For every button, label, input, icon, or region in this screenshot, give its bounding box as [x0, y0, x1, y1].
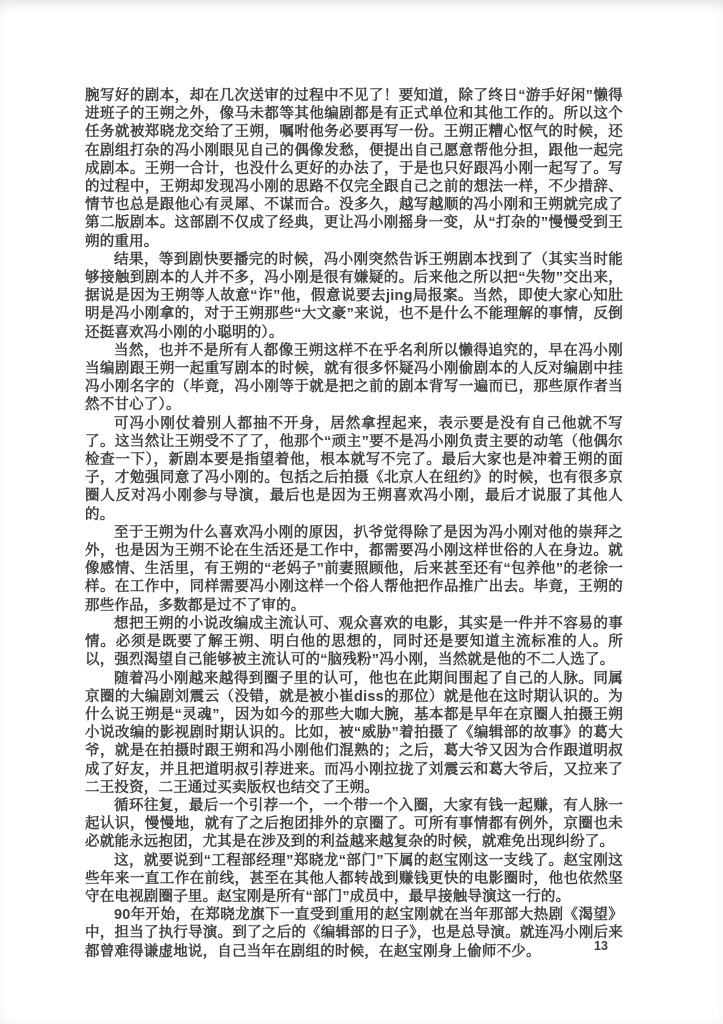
paragraph: 可冯小刚仗着别人都抽不开身，居然拿捏起来，表示要是没有自己他就不写了。这当然让王朔受不了了，他那个“顽主”要不是冯小刚负责主要的动笔（他偶尔检查一下），新剧本要是指望着他，根本就写不完了。最后大家也是冲着王朔的面子，才勉强同意了冯小刚的。包括之后拍摄《北京人在纽约》的时候，也有很多京圈人反对冯小刚参与导演，最后也是因为王朔喜欢冯小刚，最后才说服了其他人的。	[85, 415, 623, 523]
paragraph: 想把王朔的小说改编成主流认可、观众喜欢的电影，其实是一件并不容易的事情。必须是既要了解王朔、明白他的思想的，同时还是要知道主流标准的人。所以，强烈渴望自己能够被主流认可的“脑残粉”冯小刚，当然就是他的不二人选了。	[85, 615, 623, 669]
article-body	[85, 87, 623, 961]
page-number: 13	[594, 939, 608, 953]
paragraph: 循环往复，最后一个引荐一个，一个带一个入圈，大家有钱一起赚，有人脉一起认识，慢慢地，就有了之后抱团排外的京圈了。可所有事情都有例外，京圈也未必就能永远抱团，尤其是在涉及到的利益越来越复杂的时候，就难免出现纠纷了。	[85, 797, 623, 851]
paragraph: 当然，也并不是所有人都像王朔这样不在乎名利所以懒得追究的，早在冯小刚当编剧跟王朔一起重写剧本的时候，就有很多怀疑冯小刚偷剧本的人反对编剧中挂冯小刚名字的（毕竟，冯小刚等于就是把之前的剧本背写一遍而已，那些原作者当然不甘心了）。	[85, 342, 623, 414]
paragraph: 腕写好的剧本，却在几次送审的过程中不见了！要知道，除了终日“游手好闲”懒得进班子的王朔之外，像马未都等其他编剧都是有正式单位和其他工作的。所以这个任务就被郑晓龙交给了王朔，嘱咐他务必要再写一份。王朔正糟心怄气的时候，还在剧组打杂的冯小刚眼见自己的偶像发愁，便提出自己愿意帮他分担，跟他一起完成剧本。王朔一合计，也没什么更好的办法了，于是也只好跟冯小刚一起写了。写的过程中，王朔却发现冯小刚的思路不仅完全跟自己之前的想法一样，不少措辞、情节也总是跟他心有灵犀、不谋而合。没多久，越写越顺的冯小刚和王朔就完成了第二版剧本。这部剧不仅成了经典，更让冯小刚摇身一变，从“打杂的”慢慢受到王朔的重用。	[85, 88, 623, 250]
paragraph: 90年开始，在郑晓龙旗下一直受到重用的赵宝刚就在当年那部大热剧《渴望》中，担当了执行导演。到了之后的《编辑部的日子》，也是总导演。就连冯小刚后来都曾难得谦虚地说，自己当年在剧组的时候，在赵宝刚身上偷师不少。	[85, 907, 623, 960]
paragraph: 结果，等到剧快要播完的时候，冯小刚突然告诉王朔剧本找到了（其实当时能够接触到剧本的人并不多，冯小刚是很有嫌疑的。后来他之所以把“失物”交出来，据说是因为王朔等人故意“诈”他，假意说要去jing局报案。当然，即使大家心知肚明是冯小刚拿的，对于王朔那些“大文豪”来说，也不是什么不能理解的事情，反倒还挺喜欢冯小刚的小聪明的）。	[85, 251, 623, 341]
paragraph: 这，就要说到“工程部经理”郑晓龙“部门”下属的赵宝刚这一支线了。赵宝刚这些年来一直工作在前线，甚至在其他人都转战到赚钱更快的电影圈时，他也依然坚守在电视剧圈子里。赵宝刚是所有“部门”成员中，最早接触导演这一行的。	[85, 852, 623, 905]
paragraph: 至于王朔为什么喜欢冯小刚的原因，扒爷觉得除了是因为冯小刚对他的崇拜之外，也是因为王朔不论在生活还是工作中，都需要冯小刚这样世俗的人在身边。就像感情、生活里，有王朔的“老妈子”前妻照顾他，后来甚至还有“包养他”的老徐一样。在工作中，同样需要冯小刚这样一个俗人帮他把作品推广出去。毕竟，王朔的那些作品，多数都是过不了审的。	[85, 524, 623, 614]
paragraph: 随着冯小刚越来越得到圈子里的认可，他也在此期间围起了自己的人脉。同属京圈的大编剧刘震云（没错，就是被小崔diss的那位）就是他在这时期认识的。为什么说王朔是“灵魂”，因为如今的那些大咖大腕，基本都是早年在京圈人拍摄王朔小说改编的影视剧时期认识的。比如，被“威胁”着拍摄了《编辑部的故事》的葛大爷，就是在拍摄时跟王朔和冯小刚他们混熟的；之后，葛大爷又因为合作跟道明叔成了好友，并且把道明叔引荐进来。而冯小刚拉拢了刘震云和葛大爷后，又拉来了二王投资，二王通过买卖版权也结交了王朔。	[85, 670, 623, 796]
